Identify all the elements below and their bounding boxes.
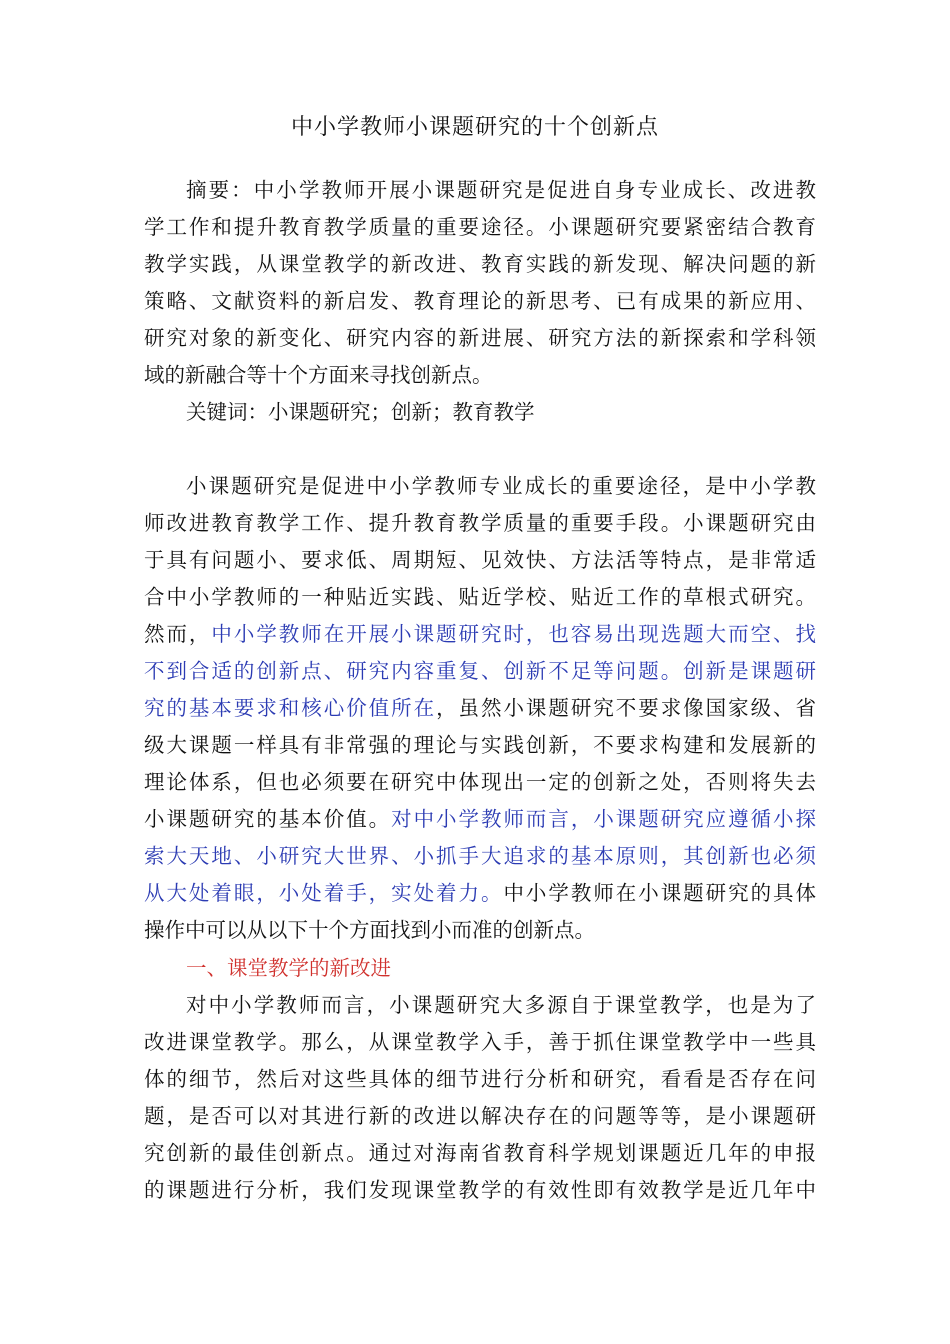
intro-emphasis: 对中小学教师而言，小课题研究应遵循小探 bbox=[391, 807, 816, 831]
intro-line bbox=[144, 579, 816, 616]
intro-text: 操作中可以从以下十个方面找到小而准的创新点。 bbox=[144, 918, 595, 942]
intro-text: 于具有问题小、要求低、周期短、见效快、方法活等特点，是非常适 bbox=[144, 548, 816, 572]
intro-line bbox=[144, 727, 816, 764]
abstract-line: 学工作和提升教育教学质量的重要途径。小课题研究要紧密结合教育 bbox=[144, 215, 816, 239]
intro-line bbox=[144, 653, 816, 690]
section-paragraph bbox=[144, 987, 816, 1209]
intro-line bbox=[144, 912, 816, 949]
intro-line bbox=[144, 764, 816, 801]
intro-line bbox=[144, 542, 816, 579]
intro-text: 小课题研究的基本价值。 bbox=[144, 807, 392, 831]
keywords-line: 关键词：小课题研究；创新；教育教学 bbox=[186, 400, 535, 424]
abstract-line: 域的新融合等十个方面来寻找创新点。 bbox=[144, 363, 493, 387]
intro-line bbox=[144, 505, 816, 542]
intro-line bbox=[144, 875, 816, 912]
intro-emphasis: 不到合适的创新点、研究内容重复、创新不足等问题。创新是课题研 bbox=[144, 659, 816, 683]
intro-line bbox=[144, 838, 816, 875]
intro-emphasis: 究的基本要求和核心价值所在 bbox=[144, 696, 437, 720]
section-heading-text: 一、课堂教学的新改进 bbox=[186, 956, 391, 980]
intro-emphasis: 从大处着眼，小处着手，实处着力。 bbox=[144, 881, 504, 905]
intro-paragraph bbox=[144, 468, 816, 949]
section-line: 对中小学教师而言，小课题研究大多源自于课堂教学，也是为了 bbox=[186, 993, 816, 1017]
intro-text: 然而， bbox=[144, 622, 212, 646]
abstract-line: 策略、文献资料的新启发、教育理论的新思考、已有成果的新应用、 bbox=[144, 289, 816, 313]
intro-text: 理论体系，但也必须要在研究中体现出一定的创新之处，否则将失去 bbox=[144, 770, 816, 794]
intro-line bbox=[144, 801, 816, 838]
section-line: 究创新的最佳创新点。通过对海南省教育科学规划课题近几年的申报 bbox=[144, 1141, 816, 1165]
section-line: 体的细节，然后对这些具体的细节进行分析和研究，看看是否存在问 bbox=[144, 1067, 816, 1091]
intro-text: ，虽然小课题研究不要求像国家级、省 bbox=[436, 696, 816, 720]
section-line: 改进课堂教学。那么，从课堂教学入手，善于抓住课堂教学中一些具 bbox=[144, 1030, 816, 1054]
intro-line bbox=[144, 690, 816, 727]
intro-text: 中小学教师在小课题研究的具体 bbox=[503, 881, 816, 905]
intro-emphasis: 中小学教师在开展小课题研究时，也容易出现选题大而空、找 bbox=[211, 622, 816, 646]
intro-emphasis: 索大天地、小研究大世界、小抓手大追求的基本原则，其创新也必须 bbox=[144, 844, 816, 868]
keywords bbox=[144, 394, 816, 431]
intro-line bbox=[144, 616, 816, 653]
abstract bbox=[144, 172, 816, 394]
intro-text: 级大课题一样具有非常强的理论与实践创新，不要求构建和发展新的 bbox=[144, 733, 816, 757]
intro-line bbox=[144, 468, 816, 505]
abstract-line: 教学实践，从课堂教学的新改进、教育实践的新发现、解决问题的新 bbox=[144, 252, 816, 276]
section-heading bbox=[144, 950, 816, 987]
document-title: 中小学教师小课题研究的十个创新点 bbox=[290, 115, 659, 140]
intro-text: 师改进教育教学工作、提升教育教学质量的重要手段。小课题研究由 bbox=[144, 511, 816, 535]
abstract-line: 研究对象的新变化、研究内容的新进展、研究方法的新探索和学科领 bbox=[144, 326, 816, 350]
section-line: 题，是否可以对其进行新的改进以解决存在的问题等等，是小课题研 bbox=[144, 1104, 816, 1128]
intro-text: 合中小学教师的一种贴近实践、贴近学校、贴近工作的草根式研究。 bbox=[144, 585, 816, 609]
section-line: 的课题进行分析，我们发现课堂教学的有效性即有效教学是近几年中 bbox=[144, 1178, 816, 1202]
abstract-line: 摘要：中小学教师开展小课题研究是促进自身专业成长、改进教 bbox=[186, 178, 816, 202]
intro-text: 小课题研究是促进中小学教师专业成长的重要途径，是中小学教 bbox=[186, 474, 816, 498]
